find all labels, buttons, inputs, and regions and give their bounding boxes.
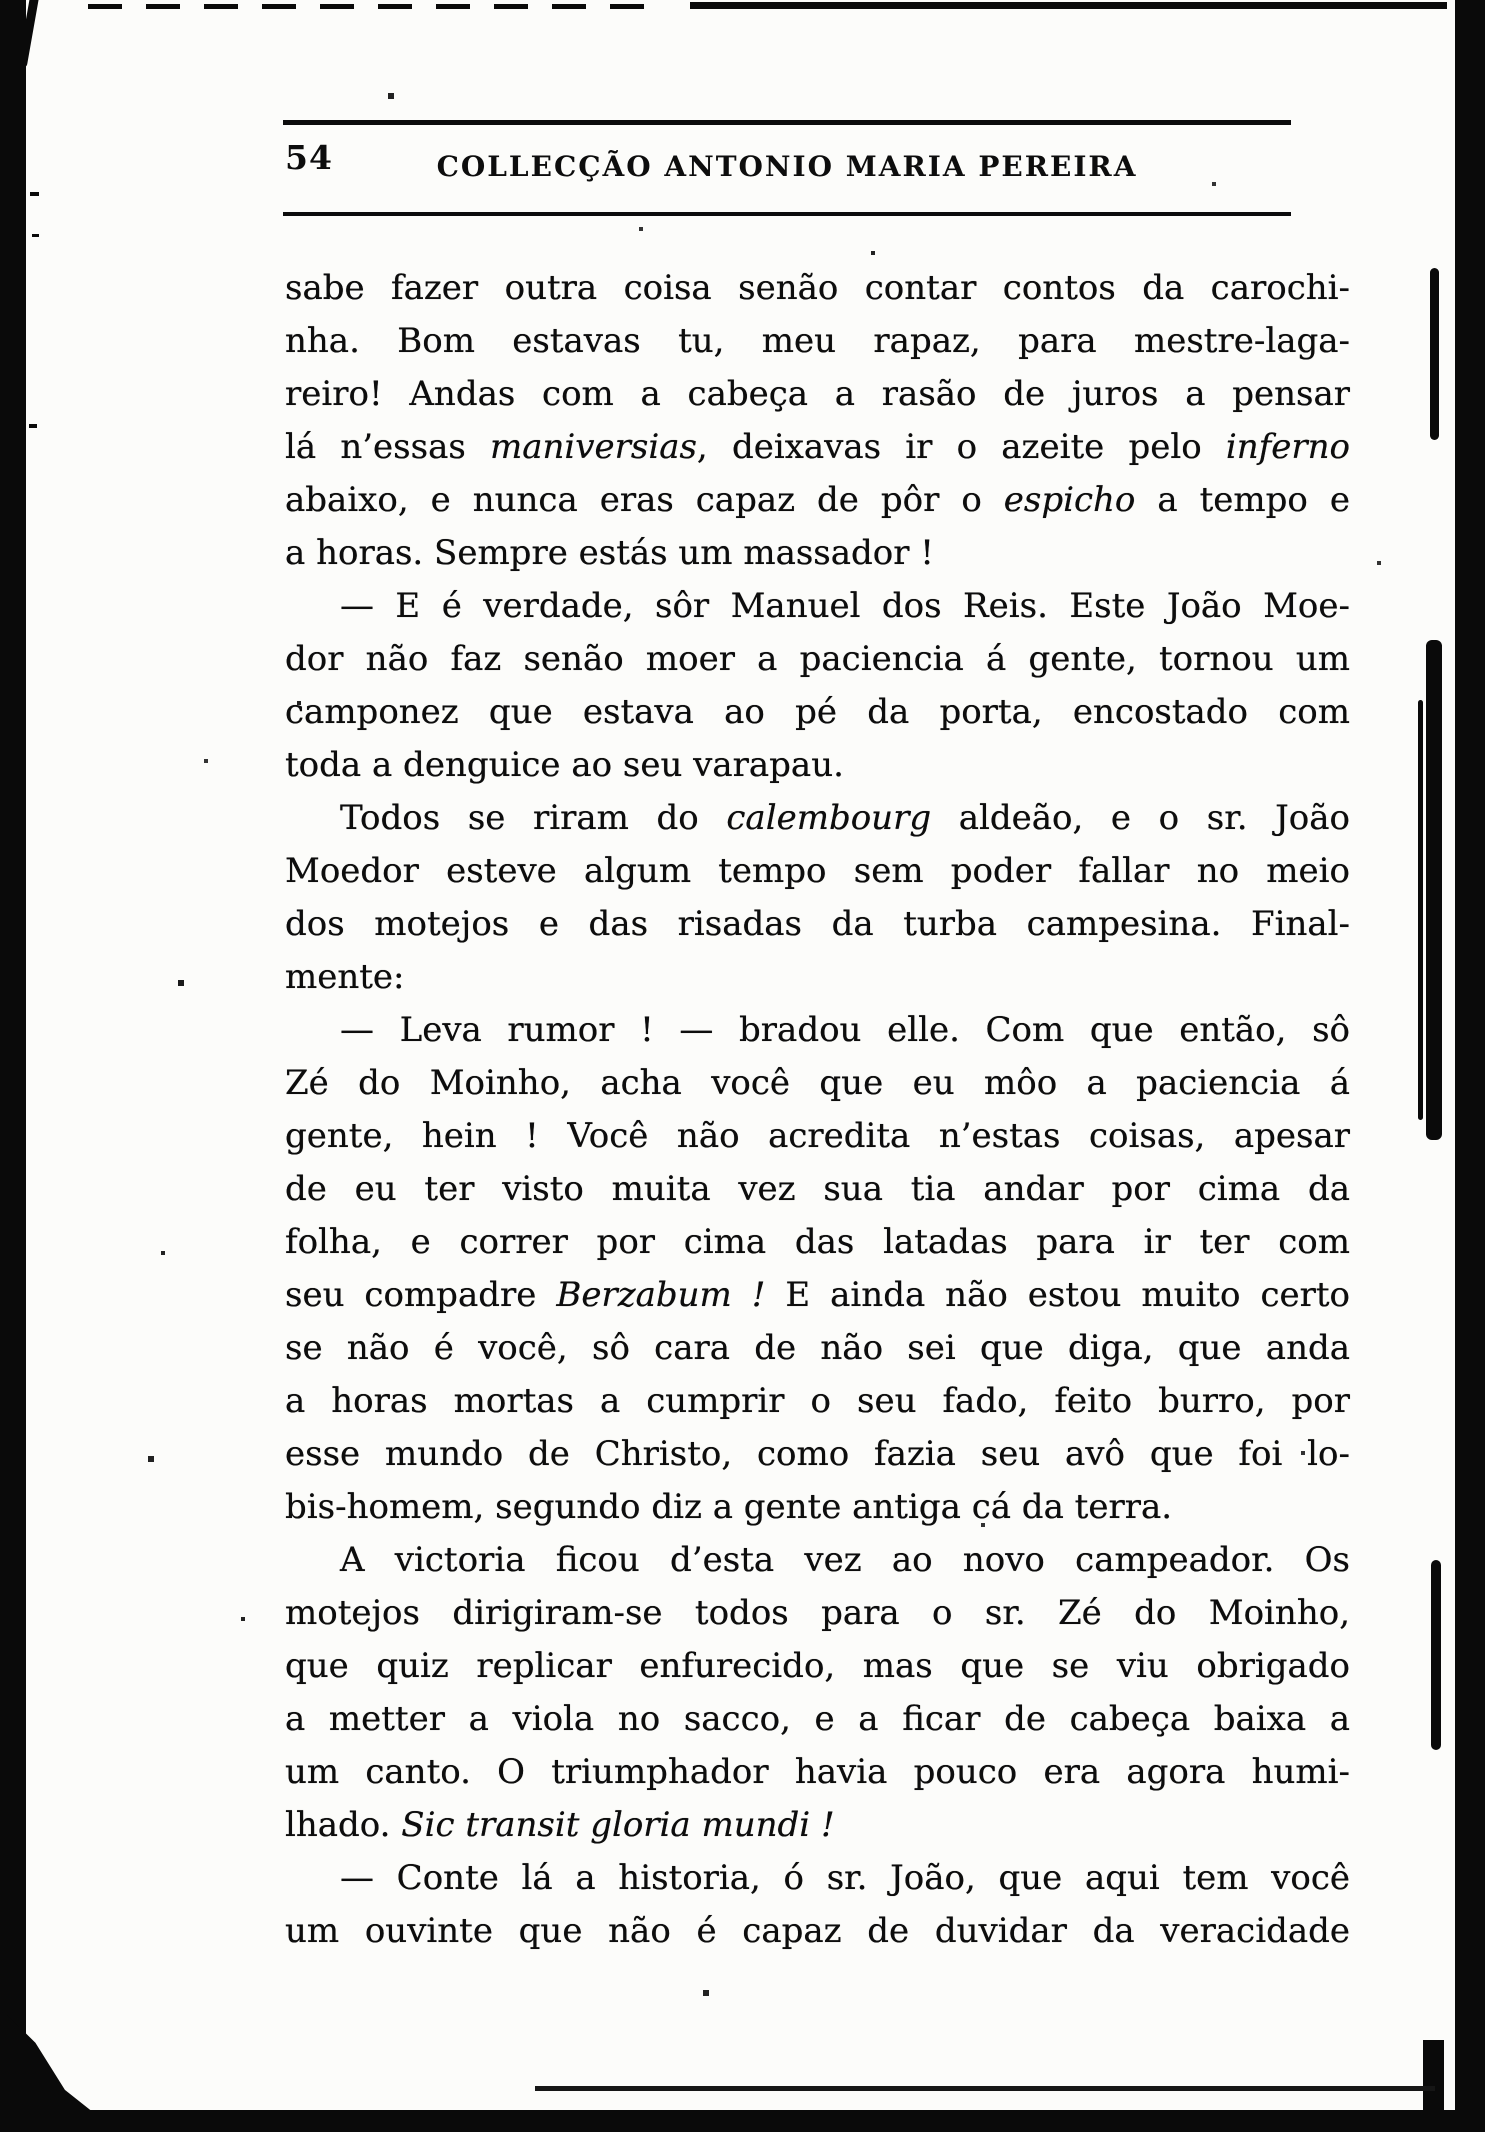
scan-streak-right bbox=[1430, 268, 1439, 440]
scan-streak-right bbox=[1431, 1560, 1441, 1750]
text-segment: Todos se riram do bbox=[340, 798, 727, 838]
text-line bbox=[285, 1322, 1350, 1375]
text-line bbox=[285, 315, 1350, 368]
scan-streak-right bbox=[1426, 640, 1442, 1140]
text-line bbox=[285, 1057, 1350, 1110]
text-line bbox=[285, 1905, 1350, 1958]
text-segment: a metter a viola no sacco, e a ficar de cabeça baixa a bbox=[285, 1699, 1350, 1739]
text-segment: que quiz replicar enfurecido, mas que se viu obrigado bbox=[285, 1646, 1350, 1686]
scan-tick-left bbox=[32, 234, 39, 237]
text-line bbox=[285, 1216, 1350, 1269]
text-line bbox=[285, 792, 1350, 845]
text-segment: nha. Bom estavas tu, meu rapaz, para mestre-laga- bbox=[285, 321, 1350, 361]
text-segment: Zé do Moinho, acha você que eu môo a paciencia á bbox=[285, 1063, 1350, 1103]
text-segment: a tempo e bbox=[1135, 480, 1350, 520]
text-segment: dos motejos e das risadas da turba campesina. Final- bbox=[285, 904, 1350, 944]
text-segment: maniversias bbox=[490, 427, 697, 467]
text-line bbox=[285, 845, 1350, 898]
text-line bbox=[285, 633, 1350, 686]
text-segment: lhado. bbox=[285, 1805, 402, 1845]
scan-edge-bottom bbox=[0, 2110, 1485, 2132]
text-segment: — E é verdade, sôr Manuel dos Reis. Este João Moe- bbox=[340, 586, 1350, 626]
text-segment: esse mundo de Christo, como fazia seu avô que foi lo- bbox=[285, 1434, 1350, 1474]
text-line bbox=[285, 1269, 1350, 1322]
text-segment: a horas mortas a cumprir o seu fado, feito burro, por bbox=[285, 1381, 1350, 1421]
text-line bbox=[285, 580, 1350, 633]
scan-edge-left bbox=[0, 0, 26, 2132]
text-line bbox=[285, 1534, 1350, 1587]
text-segment: se não é você, sô cara de não sei que diga, que anda bbox=[285, 1328, 1350, 1368]
scan-edge-top bbox=[690, 2, 1447, 9]
scan-tick-left bbox=[30, 192, 39, 196]
text-segment: seu compadre bbox=[285, 1275, 557, 1315]
scan-edge-right bbox=[1455, 0, 1485, 2132]
text-segment: um canto. O triumphador havia pouco era agora humi- bbox=[285, 1752, 1350, 1792]
text-segment: Moedor esteve algum tempo sem poder fallar no meio bbox=[285, 851, 1350, 891]
text-segment: folha, e correr por cima das latadas para ir ter com bbox=[285, 1222, 1350, 1262]
text-line bbox=[285, 421, 1350, 474]
text-line bbox=[285, 686, 1350, 739]
text-line bbox=[285, 1481, 1350, 1534]
scan-streak-right bbox=[1418, 700, 1423, 1120]
text-segment: , deixavas ir o azeite pelo bbox=[696, 427, 1226, 467]
text-segment: gente, hein ! Você não acredita n’estas coisas, apesar bbox=[285, 1116, 1350, 1156]
text-line bbox=[285, 898, 1350, 951]
text-segment: aldeão, e o sr. João bbox=[931, 798, 1350, 838]
text-segment: a horas. Sempre estás um massador ! bbox=[285, 533, 934, 573]
text-line bbox=[285, 1375, 1350, 1428]
text-line bbox=[285, 1004, 1350, 1057]
text-line bbox=[285, 527, 1350, 580]
text-segment: Berzabum ! bbox=[556, 1275, 766, 1315]
text-line bbox=[285, 739, 1350, 792]
text-line bbox=[285, 1799, 1350, 1852]
text-line bbox=[285, 1640, 1350, 1693]
text-segment: um ouvinte que não é capaz de duvidar da veracidade bbox=[285, 1911, 1350, 1951]
text-segment: Sic transit gloria mundi ! bbox=[401, 1805, 835, 1845]
scan-tick-left bbox=[29, 424, 37, 428]
text-line bbox=[285, 368, 1350, 421]
text-segment: — Conte lá a historia, ó sr. João, que aqui tem você bbox=[340, 1858, 1350, 1898]
text-line bbox=[285, 1428, 1350, 1481]
text-segment: reiro! Andas com a cabeça a rasão de juros a pensar bbox=[285, 374, 1350, 414]
header-rule-top bbox=[283, 120, 1291, 125]
text-segment: espicho bbox=[1003, 480, 1136, 520]
text-segment: bis-homem, segundo diz a gente antiga cá da terra. bbox=[285, 1487, 1173, 1527]
text-segment: dor não faz senão moer a paciencia á gente, tornou um bbox=[285, 639, 1350, 679]
text-segment: de eu ter visto muita vez sua tia andar por cima da bbox=[285, 1169, 1350, 1209]
text-line bbox=[285, 262, 1350, 315]
page-body bbox=[285, 262, 1350, 1958]
scan-line-bottom bbox=[535, 2086, 1435, 2091]
text-segment: toda a denguice ao seu varapau. bbox=[285, 745, 844, 785]
header-rule-bottom bbox=[283, 212, 1291, 216]
text-line bbox=[285, 1587, 1350, 1640]
text-segment: A victoria ficou d’esta vez ao novo campeador. Os bbox=[340, 1540, 1350, 1580]
text-segment: sabe fazer outra coisa senão contar contos da carochi- bbox=[285, 268, 1350, 308]
text-line bbox=[285, 1693, 1350, 1746]
text-segment: mente: bbox=[285, 957, 405, 997]
text-segment: abaixo, e nunca eras capaz de pôr o bbox=[285, 480, 1004, 520]
page-number: 54 bbox=[285, 138, 333, 177]
text-line bbox=[285, 951, 1350, 1004]
text-line bbox=[285, 1746, 1350, 1799]
text-segment: camponez que estava ao pé da porta, encostado com bbox=[285, 692, 1350, 732]
text-line bbox=[285, 1852, 1350, 1905]
running-title: COLLECÇÃO ANTONIO MARIA PEREIRA bbox=[436, 150, 1138, 183]
text-line bbox=[285, 1163, 1350, 1216]
text-line bbox=[285, 474, 1350, 527]
text-segment: E ainda não estou muito certo bbox=[765, 1275, 1350, 1315]
text-segment: calembourg bbox=[726, 798, 932, 838]
text-line bbox=[285, 1110, 1350, 1163]
scan-speckles bbox=[0, 0, 2, 2]
text-segment: — Leva rumor ! — bradou elle. Com que então, sô bbox=[340, 1010, 1350, 1050]
text-segment: lá n’essas bbox=[285, 427, 491, 467]
text-segment: motejos dirigiram-se todos para o sr. Zé do Moinho, bbox=[285, 1593, 1350, 1633]
scan-edge-top-dashed bbox=[88, 4, 668, 9]
text-segment: inferno bbox=[1225, 427, 1351, 467]
